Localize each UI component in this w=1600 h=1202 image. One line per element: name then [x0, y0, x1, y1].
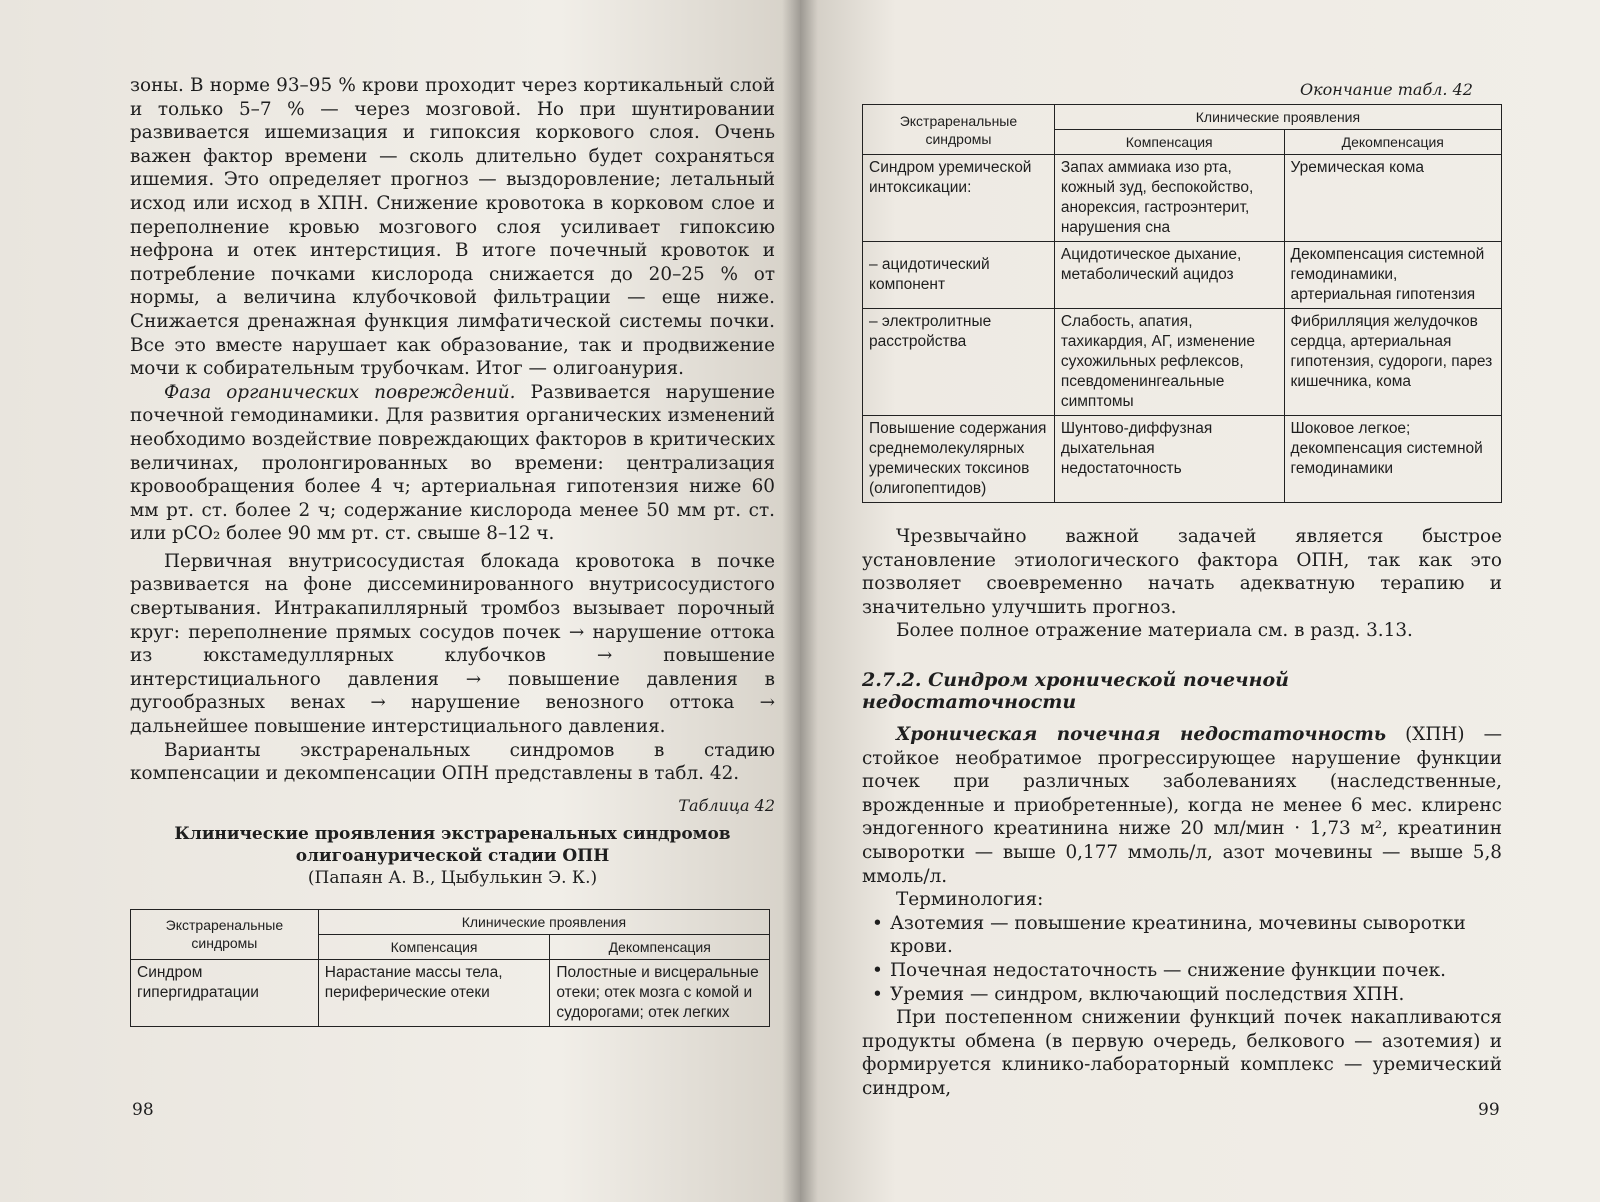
cell-syndrome: Повышение содержания среднемолекулярных уремических токсинов (олигопептидов) — [863, 416, 1055, 503]
table-row — [863, 309, 1502, 416]
list-item: • Почечная недостаточность — снижение функции почек. — [890, 959, 1502, 983]
paragraph-reference: Более полное отражение материала см. в разд. 3.13. — [896, 620, 1413, 642]
table-source: (Папаян А. В., Цыбулькин Э. К.) — [307, 867, 598, 888]
table-42-part2 — [862, 104, 1502, 503]
cell-compensation: Запах аммиака изо рта, кожный зуд, беспокойство, анорексия, гастроэнтерит, нарушения сна — [1054, 155, 1284, 242]
phase-label: Фаза органических повреждений. — [164, 381, 516, 403]
cell-decompensation: Уремическая кома — [1284, 155, 1501, 242]
cell-syndrome: – ацидотический компонент — [863, 242, 1055, 309]
cell-compensation: Ацидотическое дыхание, метаболический ацидоз — [1054, 242, 1284, 309]
table-row — [863, 416, 1502, 503]
book-gutter — [782, 0, 818, 1202]
paragraph-2 — [130, 381, 775, 546]
table-row — [863, 242, 1502, 309]
header-compensation: Компенсация — [1054, 130, 1284, 155]
table-header-row — [863, 105, 1502, 130]
paragraph-1: зоны. В норме 93–95 % крови проходит через кортикальный слой и только 5–7 % — через мозговой. Но при шунтировании развивается ишемизация и гипоксия коркового слоя. Очень важен фактор времени — сколь длительно будет сохраняться ишемия. Это определяет прогноз — выздоровление; летальный исход или исход в ХПН. Снижение кровотока в корковом слое и переполнение кровью мозгового слоя усиливает гипоксию нефрона и отек интерстиция. В итоге почечный кровоток и потребление почками кислорода снижается до 20–25 % от нормы, а величина клубочковой фильтрации — еще ниже. Снижается дренажная функция лимфатической системы почки. Все это вместе нарушает как образование, так и продвижение мочи к собирательным трубочкам. Итог — олигоанурия. — [130, 75, 775, 380]
header-clinical: Клинические проявления — [1054, 105, 1501, 130]
page-number-right: 99 — [1478, 1100, 1500, 1120]
left-column — [130, 74, 775, 1027]
header-clinical: Клинические проявления — [318, 909, 769, 934]
list-item: • Уремия — синдром, включающий последствия ХПН. — [890, 983, 1502, 1007]
cell-decompensation: Фибрилляция желудочков сердца, артериальная гипотензия, судороги, парез кишечника, кома — [1284, 309, 1501, 416]
right-column — [862, 104, 1502, 1100]
header-syndromes: Экстраренальные синдромы — [863, 105, 1055, 155]
table-continuation-label: Окончание табл. 42 — [1300, 80, 1473, 99]
terminology-list — [862, 912, 1502, 1006]
table-row — [863, 155, 1502, 242]
cell-decompensation: Декомпенсация системной гемодинамики, артериальная гипотензия — [1284, 242, 1501, 309]
page-number-left: 98 — [132, 1100, 154, 1120]
paragraph-3: Первичная внутрисосудистая блокада кровотока в почке развивается на фоне диссеминированного внутрисосудистого свертывания. Интракапиллярный тромбоз вызывает порочный круг: переполнение прямых сосудов почек → нарушение оттока из юкстамедуллярных клубочков → повышение интерстициального давления → повышение давления в дугообразных венах → нарушение венозного оттока → дальнейшее повышение интерстициального давления. — [130, 550, 775, 738]
paragraph-etiology: Чрезвычайно важной задачей является быстрое установление этиологического фактора ОПН, так как это позволяет своевременно начать адекватную терапию и значительно улучшить прогноз. — [862, 526, 1502, 618]
header-decompensation: Декомпенсация — [550, 934, 770, 959]
cell-syndrome: Синдром уремической интоксикации: — [863, 155, 1055, 242]
table-header-row — [131, 909, 770, 934]
cell-syndrome: – электролитные расстройства — [863, 309, 1055, 416]
cell-syndrome: Синдром гипергидратации — [131, 959, 319, 1026]
table-label: Таблица 42 — [678, 795, 775, 815]
section-heading: 2.7.2. Синдром хронической почечной недостаточности — [862, 668, 1289, 713]
table-42-part1 — [130, 909, 770, 1027]
cell-compensation: Нарастание массы тела, периферические отеки — [318, 959, 550, 1026]
paragraph-4: Варианты экстраренальных синдромов в стадию компенсации и декомпенсации ОПН представлены в табл. 42. — [130, 739, 775, 785]
cell-decompensation: Шоковое легкое; декомпенсация системной гемодинамики — [1284, 416, 1501, 503]
list-item: • Азотемия — повышение креатинина, мочевины сыворотки крови. — [890, 912, 1502, 959]
paragraph-last: При постепенном снижении функций почек накапливаются продукты обмена (в первую очередь, белкового — азотемия) и формируется клинико-лабораторный комплекс — уремический синдром, — [862, 1007, 1502, 1099]
header-syndromes: Экстраренальные синдромы — [131, 909, 319, 959]
table-row — [131, 959, 770, 1026]
cell-compensation: Слабость, апатия, тахикардия, АГ, изменение сухожильных рефлексов, псевдоменингеальные симптомы — [1054, 309, 1284, 416]
cell-compensation: Шунтово-диффузная дыхательная недостаточность — [1054, 416, 1284, 503]
cell-decompensation: Полостные и висцеральные отеки; отек мозга с комой и судорогами; отек легких — [550, 959, 770, 1026]
definition-text: (ХПН) — стойкое необратимое прогрессирующее нарушение функции почек при различных заболеваниях (наследственные, врожденные и приобретенные), когда не менее 6 мес. клиренс эндогенного креатинина ниже 20 мл/мин · 1,73 м², креатинин сыворотки — выше 0,177 ммоль/л, азот мочевины — выше 5,8 ммоль/л. — [862, 723, 1502, 887]
header-compensation: Компенсация — [318, 934, 550, 959]
table-title: Клинические проявления экстраренальных синдромов олигоанурической стадии ОПН — [174, 823, 731, 866]
paragraph-definition — [862, 723, 1502, 888]
definition-term: Хроническая почечная недостаточность — [896, 723, 1387, 745]
terminology-label: Терминология: — [896, 889, 1044, 911]
header-decompensation: Декомпенсация — [1284, 130, 1501, 155]
paragraph-2-text: Развивается нарушение почечной гемодинамики. Для развития органических изменений необходимо воздействие повреждающих факторов в критических величинах, пролонгированных во времени: централизация кровообращения более 4 ч; артериальная гипотензия ниже 60 мм рт. ст. более 2 ч; содержание кислорода менее 50 мм рт. ст. или pCO₂ более 90 мм рт. ст. свыше 8–12 ч. — [130, 381, 775, 545]
